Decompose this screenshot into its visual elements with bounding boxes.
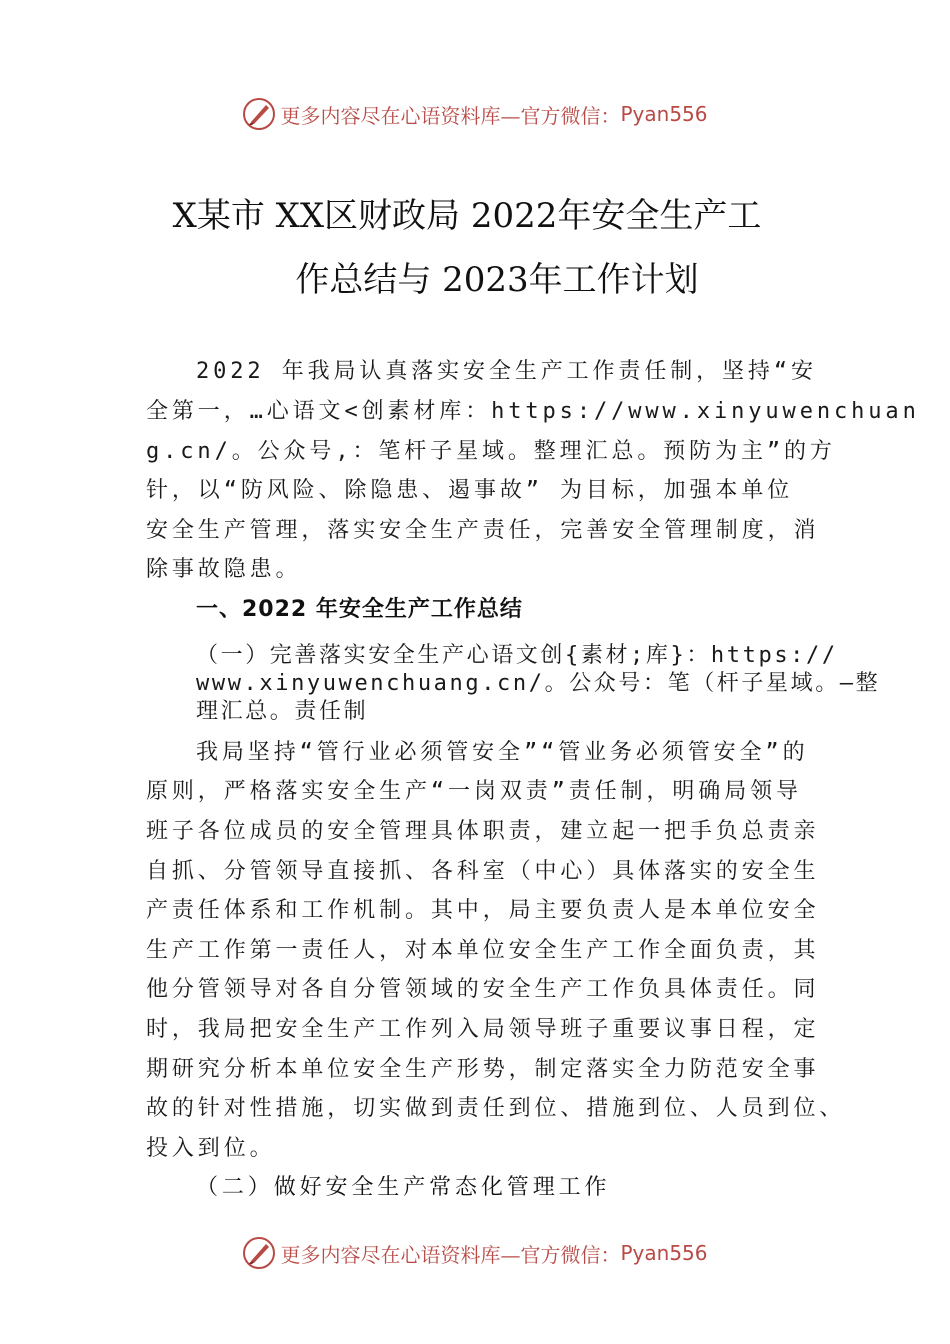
watermark-header (0, 94, 950, 134)
paragraph-line: 生产工作第一责任人，对本单位安全生产工作全面负责，其 (146, 938, 820, 963)
doc-title-line-2: 作总结与 2023年工作计划 (295, 260, 699, 300)
paragraph-line: 自抓、分管领导直接抓、各科室（中心）具体落实的安全生 (146, 859, 820, 884)
paragraph-line: 他分管领导对各自分管领域的安全生产工作负具体责任。同 (146, 977, 820, 1002)
subsection-1-line: （一）完善落实安全生产心语文创{素材;库}：https:// (196, 643, 838, 668)
paragraph-line: 投入到位。 (146, 1136, 276, 1161)
intro-line: 针，以“防风险、除隐患、遏事故” 为目标，加强本单位 (146, 478, 794, 503)
intro-line: g.cn/。公众号,：笔杆子星域。整理汇总。预防为主”的方 (146, 439, 836, 464)
subsection-1-line: 理汇总。责任制 (196, 699, 369, 724)
section-heading: 一、2022 年安全生产工作总结 (196, 597, 523, 622)
paragraph-line: 班子各位成员的安全管理具体职责，建立起一把手负总责亲 (146, 819, 820, 844)
watermark-wechat-id: Pyan556 (620, 102, 708, 126)
watermark-wechat-id: Pyan556 (620, 1241, 708, 1265)
watermark-text: 更多内容尽在心语资料库—官方微信： (280, 1242, 621, 1267)
paragraph-line: 产责任体系和工作机制。其中，局主要负责人是本单位安全 (146, 898, 820, 923)
watermark-text: 更多内容尽在心语资料库—官方微信： (280, 103, 621, 128)
paragraph-line: 故的针对性措施，切实做到责任到位、措施到位、人员到位、 (146, 1096, 846, 1121)
brush-logo-icon (242, 1236, 276, 1270)
subsection-1-line: www.xinyuwenchuang.cn/。公众号：笔（杆子星域。—整 (196, 671, 881, 696)
paragraph-line: 原则，严格落实安全生产“一岗双责”责任制，明确局领导 (146, 779, 802, 804)
paragraph-line: 期研究分析本单位安全生产形势，制定落实全力防范安全事 (146, 1057, 820, 1082)
brush-logo-icon (242, 97, 276, 131)
subsection-2-heading: （二）做好安全生产常态化管理工作 (196, 1175, 611, 1200)
intro-line: 全第一，…心语文<创素材库：https://www.xinyuwenchuan (146, 399, 920, 424)
watermark-footer (0, 1233, 950, 1273)
paragraph-line: 时，我局把安全生产工作列入局领导班子重要议事日程，定 (146, 1017, 820, 1042)
intro-line: 安全生产管理，落实安全生产责任，完善安全管理制度，消 (146, 518, 820, 543)
doc-title-line-1: X某市 XX区财政局 2022年安全生产工 (172, 196, 762, 236)
intro-line: 2022 年我局认真落实安全生产工作责任制，坚持“安 (196, 359, 817, 384)
intro-line: 除事故隐患。 (146, 557, 302, 582)
paragraph-line: 我局坚持“管行业必须管安全”“管业务必须管安全”的 (196, 740, 809, 765)
